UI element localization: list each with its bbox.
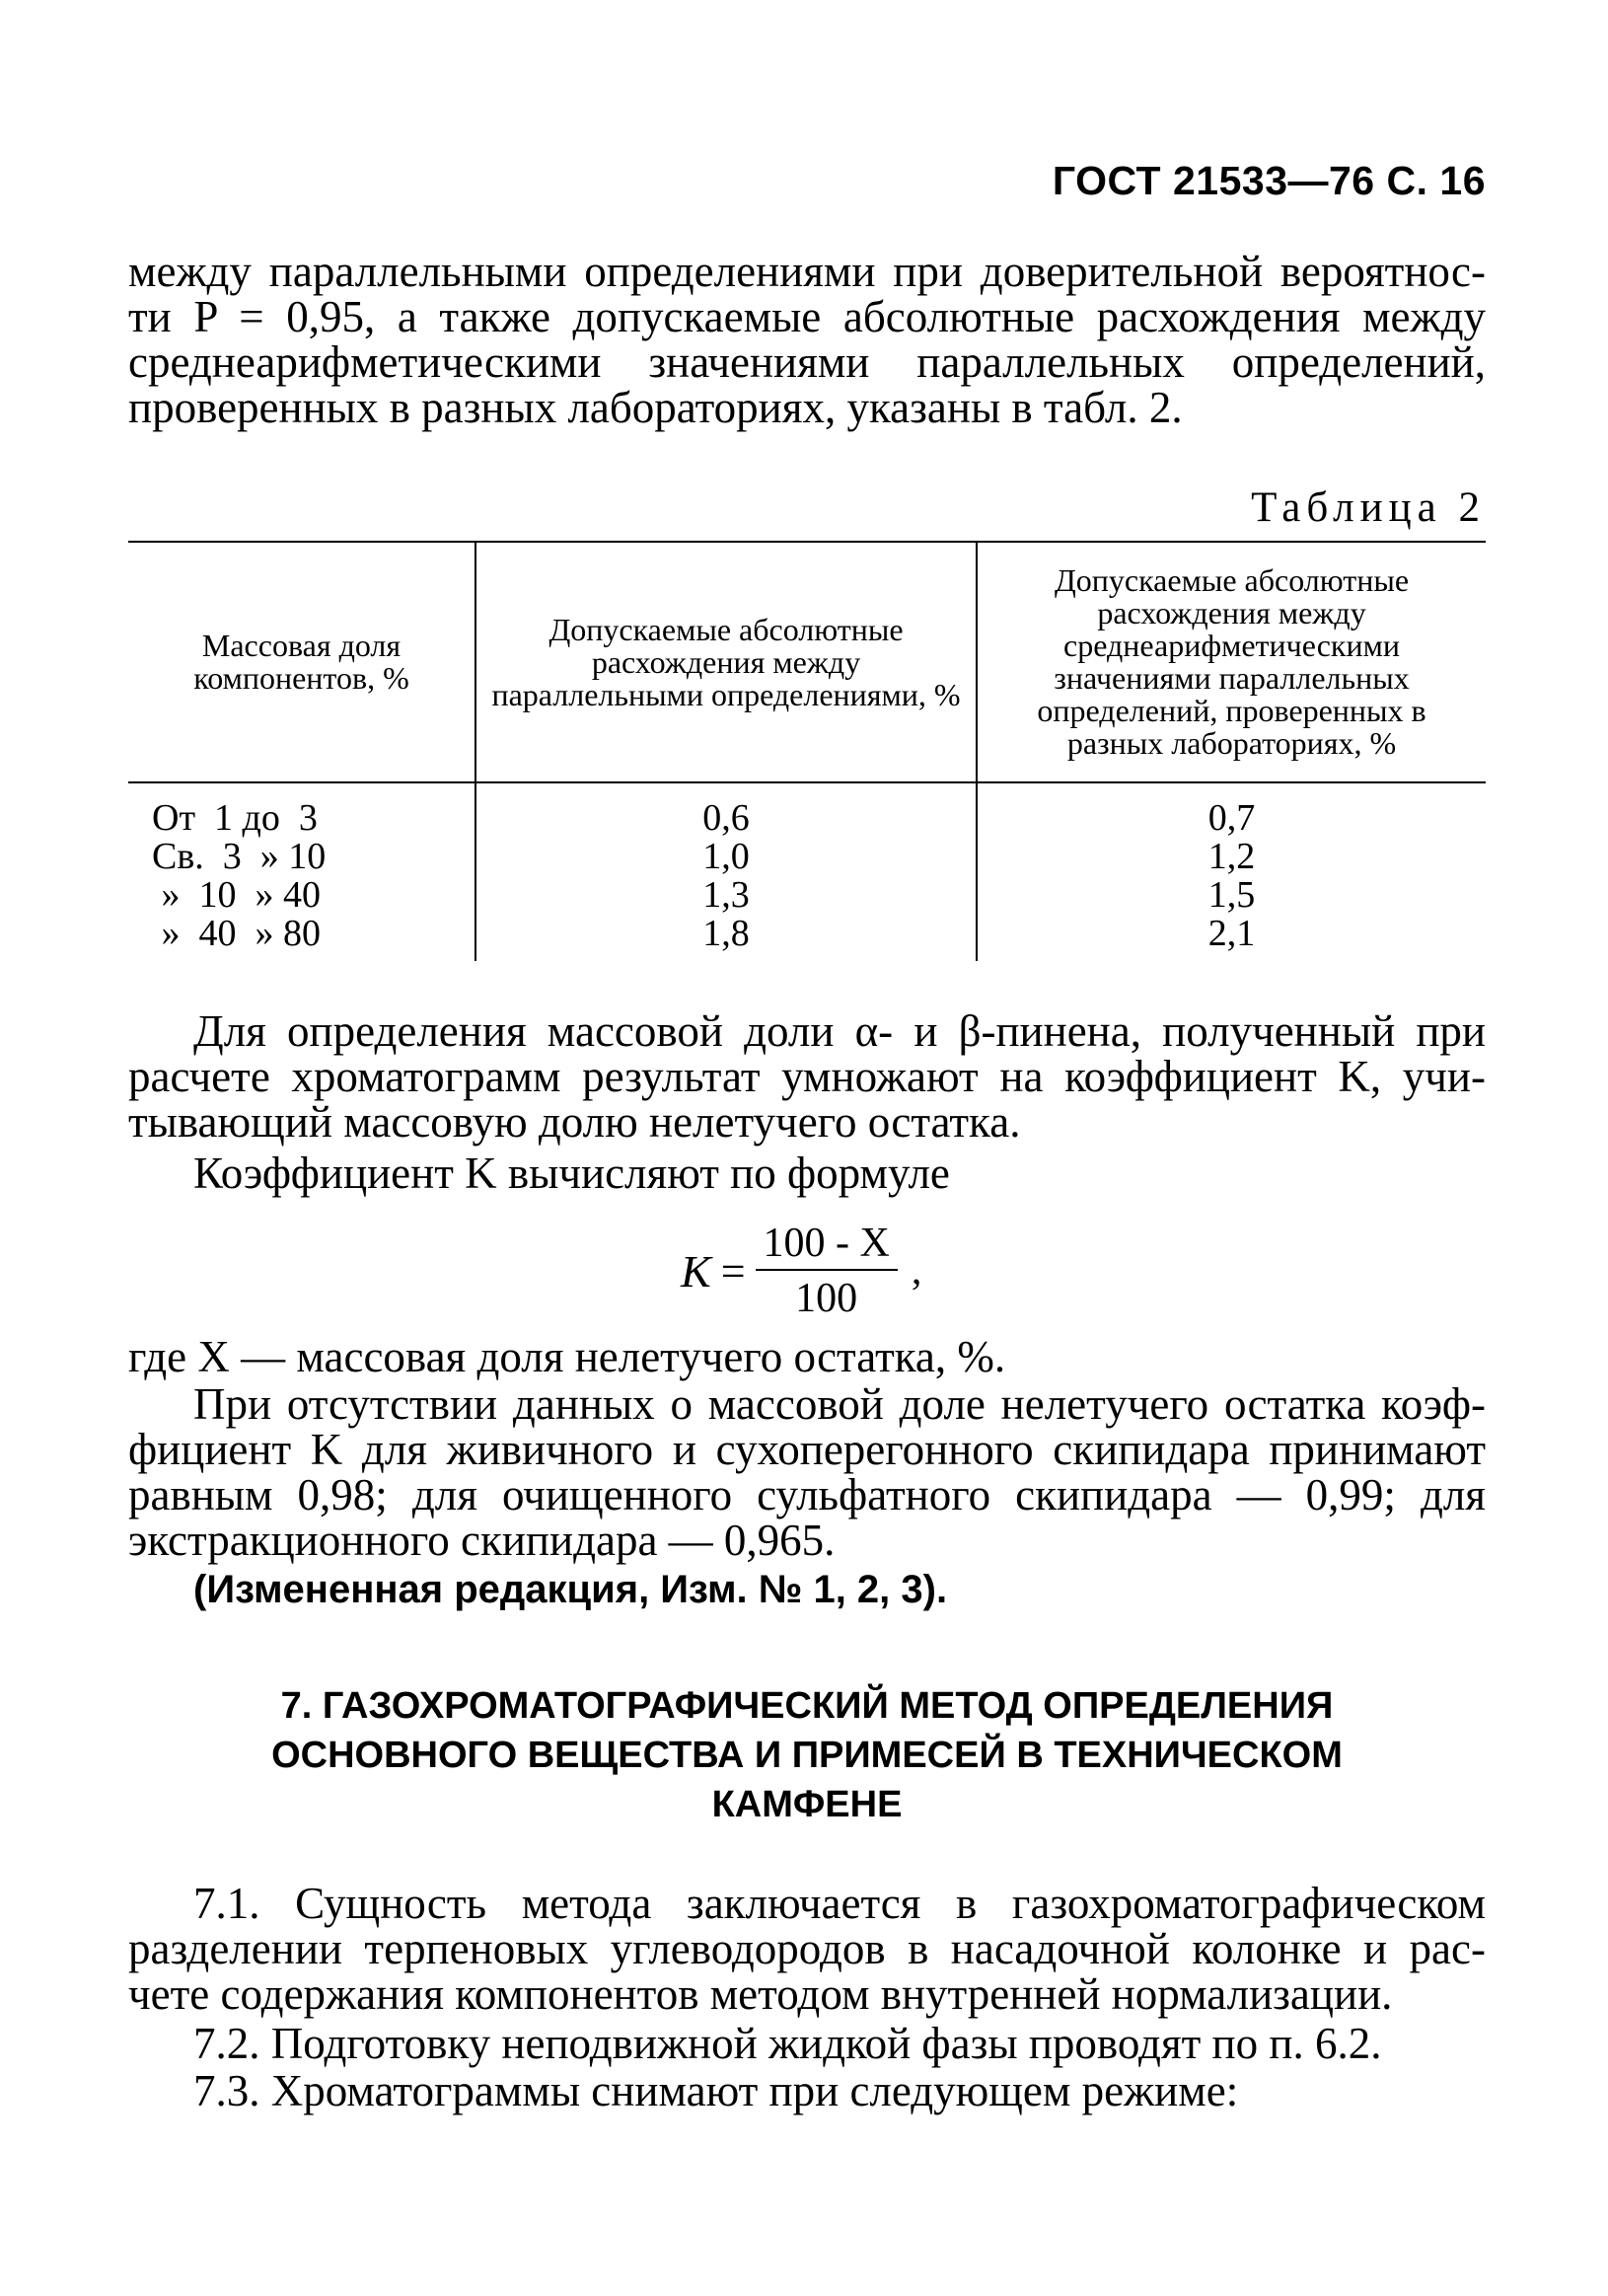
pinene-paragraph — [128, 1008, 1486, 1145]
absence-paragraph — [128, 1381, 1486, 1563]
table-row — [128, 915, 1486, 961]
formula-numerator: 100 - X — [756, 1220, 898, 1271]
text-line: чете содержания компонентов методом внутренней нормализации. — [128, 1969, 1393, 2019]
text-line: 7.1. Сущность метода заключается в газохроматографическом — [193, 1879, 1486, 1928]
intro-paragraph — [128, 249, 1486, 430]
column-header-parallel: Допускаемые абсолютные расхождения между параллельными определениями, % — [475, 542, 977, 782]
formula-equals: = — [720, 1246, 746, 1296]
clause-7-2: 7.2. Подготовку неподвижной жидкой фазы проводят по п. 6.2. — [193, 2019, 1382, 2068]
cell-range: От 1 до 3 — [152, 797, 318, 839]
text-line: разделении терпеновых углеводородов в насадочной колонке и рас- — [128, 1924, 1486, 1973]
column-header-labs: Допускаемые абсолютные расхождения между среднеарифметическими значениями параллельных определений, проверенных в разных лабораториях, % — [977, 542, 1486, 782]
cell-labs: 0,7 — [977, 782, 1486, 838]
text-line: Для определения массовой доли α- и β-пинена, полученный при — [193, 1006, 1486, 1056]
formula-fraction — [756, 1220, 898, 1322]
cell-parallel: 1,8 — [475, 915, 977, 961]
text-line: тывающий массовую долю нелетучего остатка. — [128, 1097, 1021, 1147]
formula-intro: Коэффициент K вычисляют по формуле — [193, 1148, 950, 1198]
text-line: между параллельными определениями при доверительной вероятнос- — [128, 247, 1486, 296]
text-line: расчете хроматограмм результат умножают на коэффициент K, учи- — [128, 1052, 1486, 1101]
column-header-mass-fraction: Массовая доля компонентов, % — [128, 542, 475, 782]
table-caption: Таблица 2 — [1251, 484, 1486, 531]
cell-labs: 1,5 — [977, 876, 1486, 915]
formula-denominator: 100 — [795, 1276, 858, 1321]
table-row — [128, 782, 1486, 838]
cell-range: Св. 3 » 10 — [152, 836, 327, 877]
cell-labs: 1,2 — [977, 838, 1486, 876]
section-title-line: КАМФЕНЕ — [711, 1784, 903, 1825]
text-line: фициент K для живичного и сухоперегонного скипидара принимают — [128, 1425, 1486, 1474]
page-header: ГОСТ 21533—76 С. 16 — [1052, 158, 1486, 203]
cell-parallel: 1,0 — [475, 838, 977, 876]
cell-parallel: 1,3 — [475, 876, 977, 915]
cell-range: » 10 » 40 — [152, 874, 321, 916]
formula-comma: , — [911, 1248, 922, 1294]
tolerance-table — [128, 541, 1486, 961]
text-line: При отсутствии данных о массовой доле нелетучего остатка коэф- — [193, 1379, 1486, 1429]
clause-7-1 — [128, 1881, 1486, 2017]
where-line: где X — массовая доля нелетучего остатка, %. — [128, 1332, 1006, 1381]
text-line: равным 0,98; для очищенного сульфатного скипидара — 0,99; для — [128, 1470, 1486, 1519]
table-row — [128, 838, 1486, 876]
cell-parallel: 0,6 — [475, 782, 977, 838]
text-line: среднеарифметическими значениями параллельных определений, — [128, 337, 1486, 387]
table-row — [128, 876, 1486, 915]
formula-lhs: K — [681, 1245, 711, 1296]
section-title-line: ОСНОВНОГО ВЕЩЕСТВА И ПРИМЕСЕЙ В ТЕХНИЧЕСКОМ — [271, 1735, 1343, 1776]
section-title-line: 7. ГАЗОХРОМАТОГРАФИЧЕСКИЙ МЕТОД ОПРЕДЕЛЕНИЯ — [280, 1685, 1334, 1727]
text-line: проверенных в разных лабораториях, указаны в табл. 2. — [128, 383, 1183, 432]
clause-7-3: 7.3. Хроматограммы снимают при следующем режиме: — [193, 2066, 1239, 2115]
cell-labs: 2,1 — [977, 915, 1486, 961]
section-title — [128, 1681, 1486, 1829]
amendment-note: (Измененная редакция, Изм. № 1, 2, 3). — [193, 1568, 948, 1611]
cell-range: » 40 » 80 — [152, 913, 321, 954]
formula-k — [681, 1220, 921, 1322]
text-line: экстракционного скипидара — 0,965. — [128, 1516, 836, 1565]
table-header-row — [128, 542, 1486, 782]
text-line: ти P = 0,95, а также допускаемые абсолютные расхождения между — [128, 292, 1486, 341]
